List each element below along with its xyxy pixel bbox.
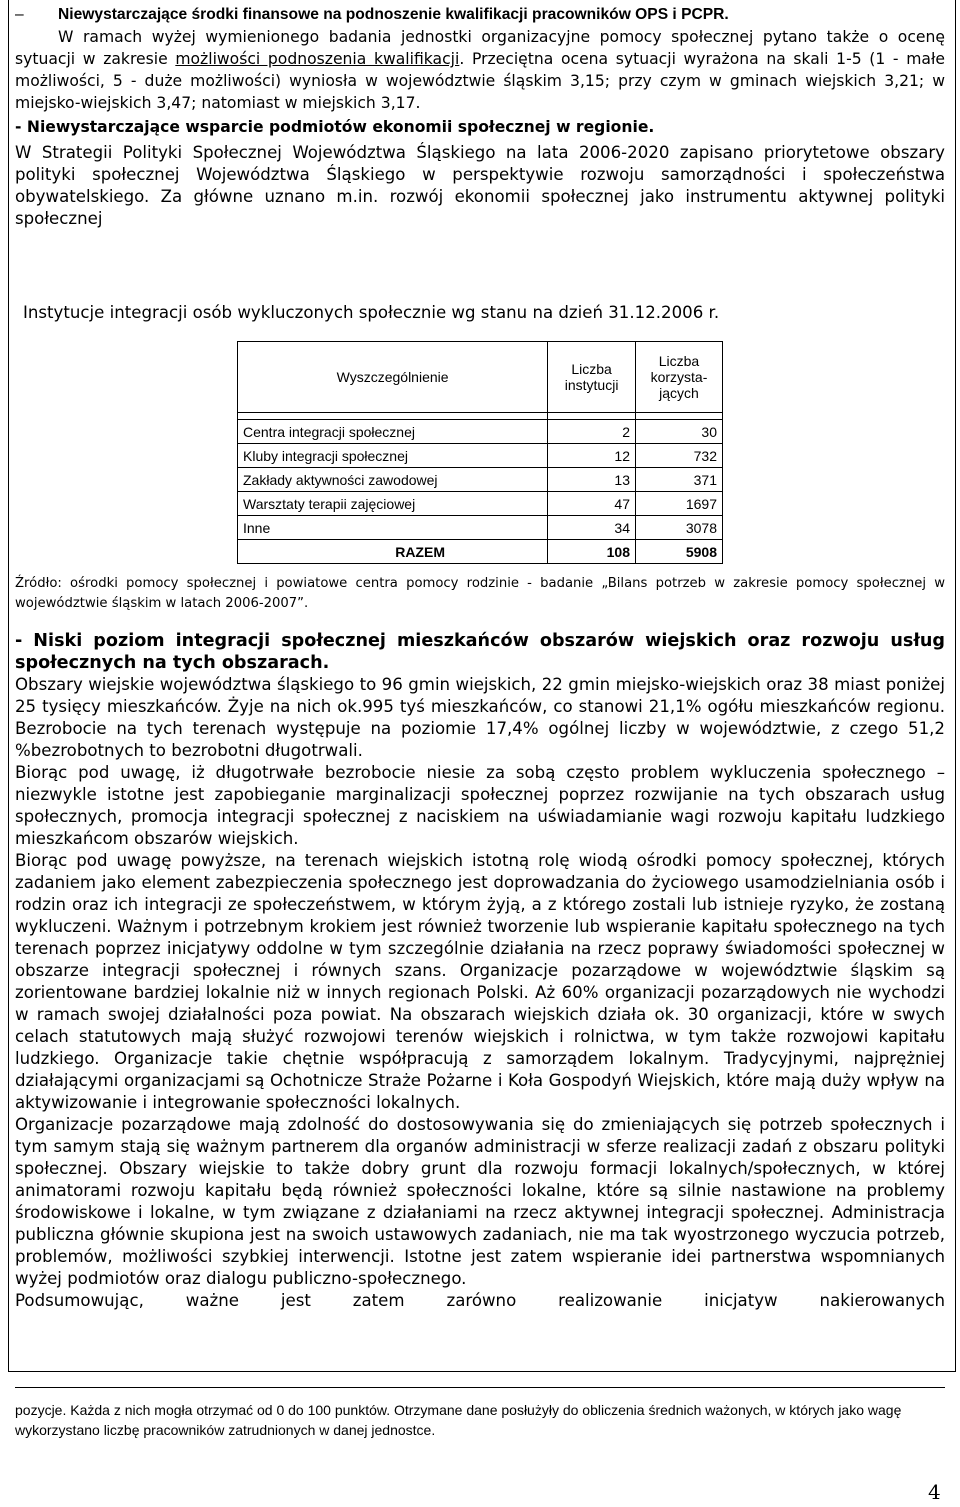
row-label: Kluby integracji społecznej — [238, 444, 548, 468]
skills-intro: W ramach wyżej wymienionego badania jednostki organizacyjne pomocy społecznej pytano także o ocenę sytuacji w zakresie — [15, 28, 945, 68]
table-row — [238, 516, 723, 540]
section-heading-economy: - Niewystarczające wsparcie podmiotów ekonomii społecznej w regionie. — [15, 118, 655, 136]
row-institutions: 34 — [548, 516, 636, 540]
table-row — [238, 444, 723, 468]
section-heading-rural: - Niski poziom integracji społecznej mieszkańców obszarów wiejskich oraz rozwoju usług społecznych na tych obszarach. — [15, 631, 945, 673]
top-section — [15, 4, 945, 230]
total-institutions: 108 — [548, 540, 636, 564]
strategy-paragraph: W Strategii Polityki Społecznej Województwa Śląskiego na lata 2006-2020 zapisano priorytetowe obszary polityki społecznej Województwa Śląskiego w perspektywie rozwoju samorządności i społeczeństwa obywatelskiego. Za główne uznano m.in. rozwój ekonomii społecznej jako instrumentu aktywnej polityki społecznej — [15, 143, 945, 228]
bullet-dash: – — [15, 6, 24, 23]
header-institutions: Liczba instytucji — [548, 342, 636, 413]
row-beneficiaries: 371 — [635, 468, 722, 492]
bullet-paragraph — [15, 4, 945, 26]
row-beneficiaries: 30 — [635, 420, 722, 444]
rural-paragraph-5: Podsumowując, ważne jest zatem zarówno realizowanie inicjatyw nakierowanych — [15, 1291, 945, 1310]
row-institutions: 2 — [548, 420, 636, 444]
table-spacer — [238, 413, 723, 420]
table-source: Źródło: ośrodki pomocy społecznej i powiatowe centra pomocy rodzinie - badanie „Bilans potrzeb w zakresie pomocy społecznej w województwie śląskim w latach 2006-2007”. — [15, 576, 945, 611]
skills-underlined: możliwości podnoszenia kwalifikacji — [175, 50, 460, 68]
rural-paragraph-3: Biorąc pod uwagę powyższe, na terenach wiejskich istotną rolę wiodą ośrodki pomocy społecznej, których zadaniem jako element zabezpieczenia społecznego jest doprowadzania do życiowego usamodzielniania osób i rodzin oraz ich integracji ze społeczeństwem, w którym żyją, a z którego zostali lub istnieje ryzyko, że zostaną wykluczeni. Ważnym i potrzebnym krokiem jest również tworzenie lub wspieranie kapitału społecznego na tych terenach poprzez inicjatywy oddolne w tym szczególnie działania na rzecz poprawy świadomości społecznej w obszarze integracji społecznej i równych szans. Organizacje pozarządowe w województwie śląskim są zorientowane bardziej lokalnie niż w innych regionach Polski. Aż 60% organizacji pozarządowych nie wychodzi w ramach swojej działalności poza powiat. Na obszarach wiejskich działa ok. 30 organizacji, które w swych celach statutowych mają służyć rozwojowi terenów wiejskich i rolnictwa, w tym także rozwojowi kapitału ludzkiego. Organizacje takie chętnie współpracują z samorządem lokalnym. Tradycyjnymi, najprężniej działającymi organizacjami są Ochotnicze Straże Pożarne i Koła Gospodyń Wiejskich, które mają duży wpływ na aktywizowanie i integrowanie społeczności lokalnych. — [15, 851, 945, 1112]
table-row — [238, 468, 723, 492]
row-institutions: 12 — [548, 444, 636, 468]
bullet-heading: Niewystarczające środki finansowe na podnoszenie kwalifikacji pracowników OPS i PCPR. — [58, 6, 729, 23]
skills-paragraph — [15, 26, 945, 114]
row-beneficiaries: 3078 — [635, 516, 722, 540]
table-row — [238, 420, 723, 444]
row-beneficiaries: 732 — [635, 444, 722, 468]
total-beneficiaries: 5908 — [635, 540, 722, 564]
row-label: Centra integracji społecznej — [238, 420, 548, 444]
skills-rest: . Przeciętna ocena sytuacji wyrażona na skali 1-5 (1 - małe możliwości, 5 - duże możliwości) wyniosła w województwie śląskim 3,15; przy czym w gminach wiejskich 3,21; w miejsko-wiejskich 3,47; natomiast w miejskich 3,17. — [15, 50, 945, 112]
rural-section — [15, 630, 945, 1312]
page-number: 4 — [928, 1480, 941, 1504]
rural-paragraph-2: Biorąc pod uwagę, iż długotrwałe bezrobocie niesie za sobą często problem wykluczenia społecznego – niezwykle istotne jest zapobieganie marginalizacji społecznej poprzez rozwijanie na tych obszarach usług społecznych, promocja integracji społecznej z naciskiem na uświadamianie wagi rozwoju kapitału ludzkiego mieszkańcom obszarów wiejskich. — [15, 763, 945, 848]
row-label: Zakłady aktywności zawodowej — [238, 468, 548, 492]
row-institutions: 13 — [548, 468, 636, 492]
row-beneficiaries: 1697 — [635, 492, 722, 516]
header-description: Wyszczególnienie — [238, 342, 548, 413]
footnote: pozycje. Każda z nich mogła otrzymać od 0 do 100 punktów. Otrzymane dane posłużyły do obliczenia średnich ważonych, w których jako wagę wykorzystano liczbę pracowników zatrudnionych w danej jednostce. — [15, 1402, 902, 1438]
total-label: RAZEM — [238, 540, 548, 564]
institutions-table — [237, 341, 723, 564]
table-total-row — [238, 540, 723, 564]
rural-paragraph-4: Organizacje pozarządowe mają zdolność do dostosowywania się do zmieniających się potrzeb społecznych i tym samym stają się ważnym partnerem dla organów administracji w sferze realizacji zadań z obszaru polityki społecznej. Obszary wiejskie to także dobry grunt dla rozwoju formacji lokalnych/społecznych, w której animatorami rozwoju kapitału będą również społeczności lokalne, które są silnie nastawione na problemy środowiskowe i lokalne, w tym związane z działaniami na rzecz aktywnej integracji społecznej. Administracja publiczna głównie skupiona jest na swoich ustawowych zadaniach, nie ma tak wyostrzonego wyczucia potrzeb, problemów, możliwości szybkiej interwencji. Istotne jest zatem wspieranie idei partnerstwa wspomnianych wyżej podmiotów oraz dialogu publiczno-społecznego. — [15, 1115, 945, 1288]
row-label: Inne — [238, 516, 548, 540]
row-institutions: 47 — [548, 492, 636, 516]
header-beneficiaries: Liczba korzysta-jących — [635, 342, 722, 413]
footnote-divider — [15, 1387, 945, 1388]
rural-paragraph-1: Obszary wiejskie województwa śląskiego to 96 gmin wiejskich, 22 gmin miejsko-wiejskich oraz 38 miast poniżej 25 tysięcy mieszkańców. Żyje na nich ok.995 tyś mieszkańców, co stanowi 21,1% ogółu mieszkańców regionu. Bezrobocie na tych terenach występuje na poziomie 17,4% ogólnej liczby w województwie, z czego 51,2 %bezrobotnych to bezrobotni długotrwali. — [15, 675, 945, 760]
table-header-row — [238, 342, 723, 413]
table-row — [238, 492, 723, 516]
row-label: Warsztaty terapii zajęciowej — [238, 492, 548, 516]
table-caption: Instytucje integracji osób wykluczonych społecznie wg stanu na dzień 31.12.2006 r. — [23, 303, 720, 322]
